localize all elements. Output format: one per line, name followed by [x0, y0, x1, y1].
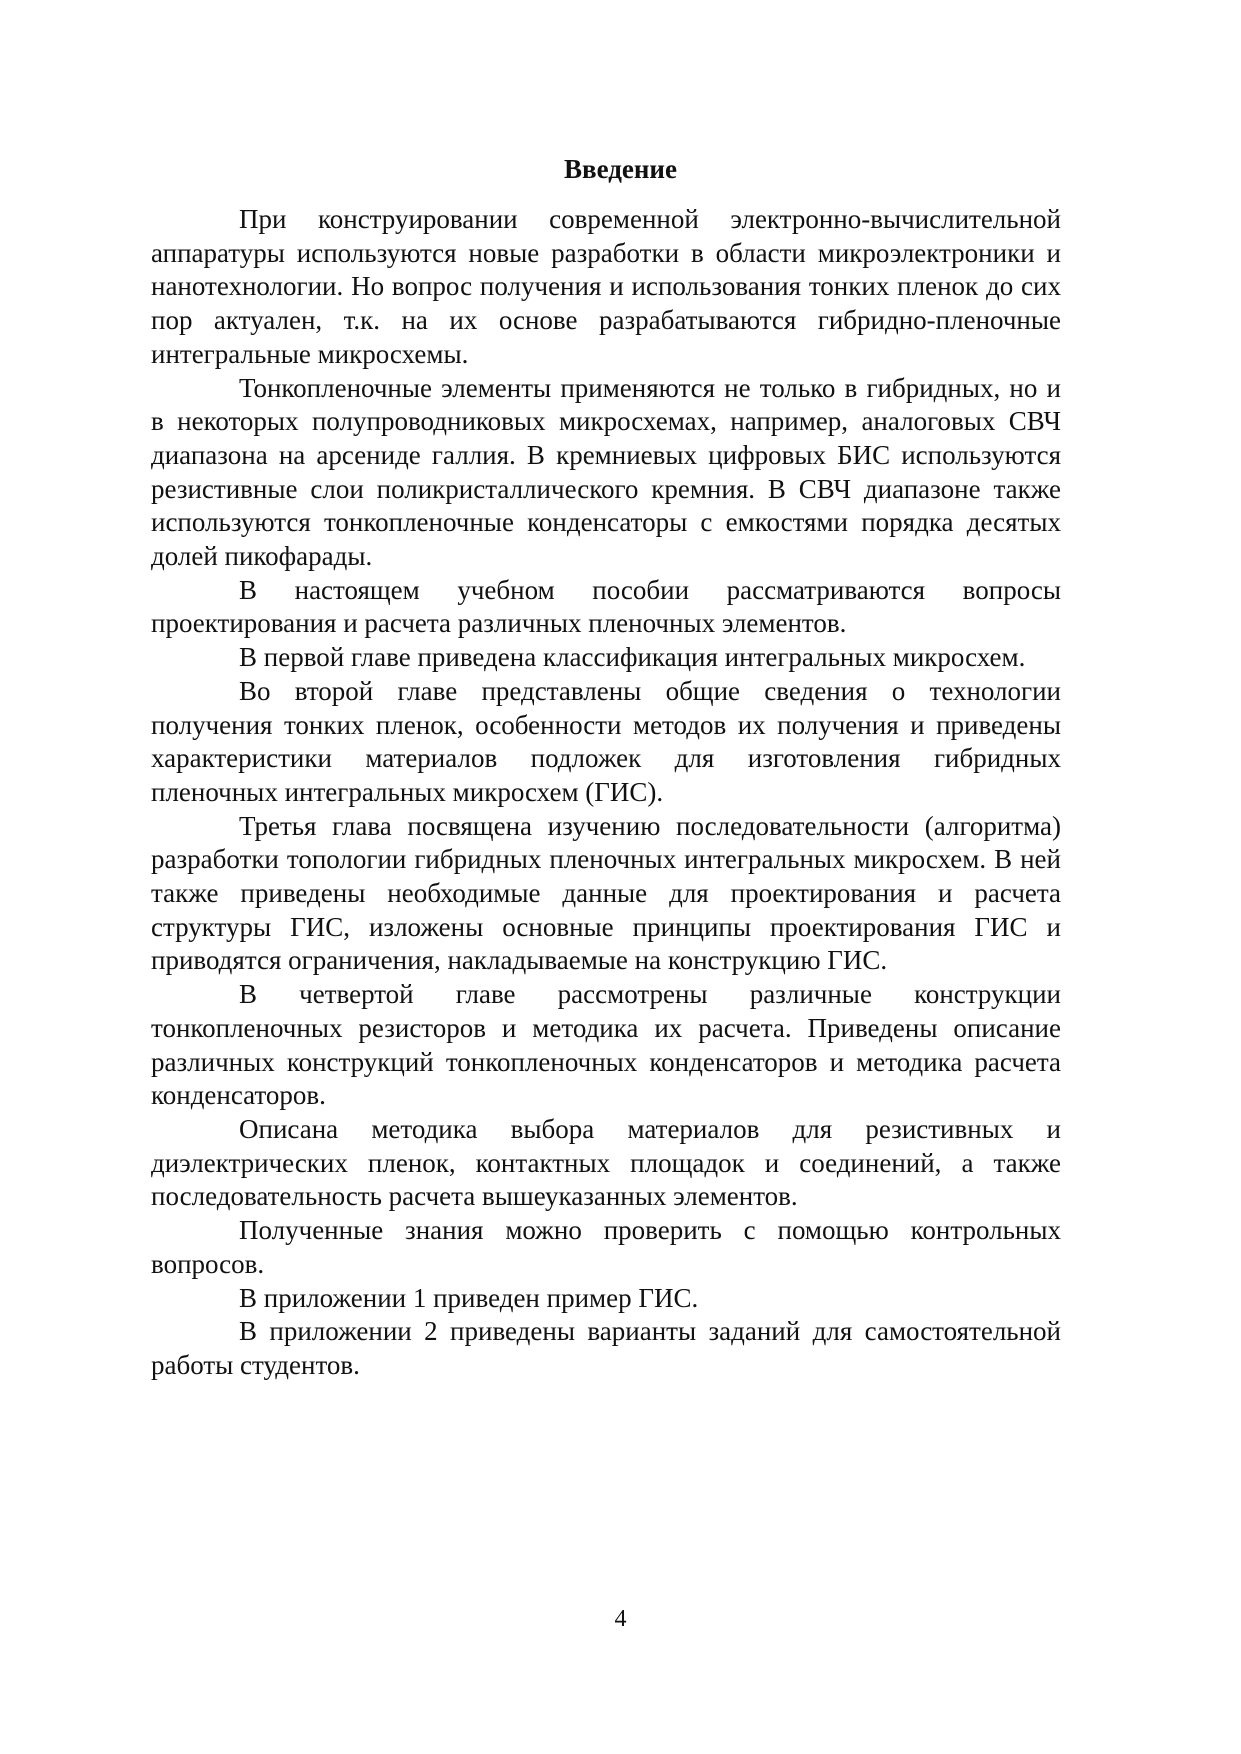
paragraph: Описана методика выбора материалов для резистивных и диэлектрических пленок, контактных площадок и соединений, а также последовательность расчета вышеуказанных элементов.	[151, 1113, 1061, 1212]
body-text	[151, 203, 1061, 1383]
paragraph: Полученные знания можно проверить с помощью контрольных вопросов.	[151, 1215, 1061, 1279]
paragraph: В приложении 2 приведены варианты заданий для самостоятельной работы студентов.	[151, 1316, 1061, 1380]
paragraph: В настоящем учебном пособии рассматриваются вопросы проектирования и расчета различных пленочных элементов.	[151, 574, 1061, 639]
paragraph: При конструировании современной электронно-вычислительной аппаратуры используются новые разработки в области микроэлектроники и нанотехнологии. Но вопрос получения и использования тонких пленок до сих пор актуален, т.к. на их основе разрабатываются гибридно-пленочные интегральные микросхемы.	[151, 204, 1061, 369]
paragraph: В приложении 1 приведен пример ГИС.	[239, 1282, 699, 1313]
paragraph: В первой главе приведена классификация интегральных микросхем.	[239, 642, 1026, 673]
section-title: Введение	[564, 154, 677, 184]
paragraph: Третья глава посвящена изучению последовательности (алгоритма) разработки топологии гибридных пленочных интегральных микросхем. В ней также приведены необходимые данные для проектирования и расчета структуры ГИС, изложены основные принципы проектирования ГИС и приводятся ограничения, накладываемые на конструкцию ГИС.	[151, 810, 1061, 976]
paragraph: В четвертой главе рассмотрены различные конструкции тонкопленочных резисторов и методика их расчета. Приведены описание различных конструкций тонкопленочных конденсаторов и методика расчета конденсаторов.	[151, 979, 1061, 1111]
paragraph: Тонкопленочные элементы применяются не только в гибридных, но и в некоторых полупроводниковых микросхемах, например, аналоговых СВЧ диапазона на арсениде галлия. В кремниевых цифровых БИС используются резистивные слои поликристаллического кремния. В СВЧ диапазоне также используются тонкопленочные конденсаторы с емкостями порядка десятых долей пикофарады.	[151, 372, 1061, 572]
page-number: 4	[614, 1606, 627, 1632]
paragraph: Во второй главе представлены общие сведения о технологии получения тонких пленок, особенности методов их получения и приведены характеристики материалов подложек для изготовления гибридных пленочных интегральных микросхем (ГИС).	[151, 675, 1061, 807]
